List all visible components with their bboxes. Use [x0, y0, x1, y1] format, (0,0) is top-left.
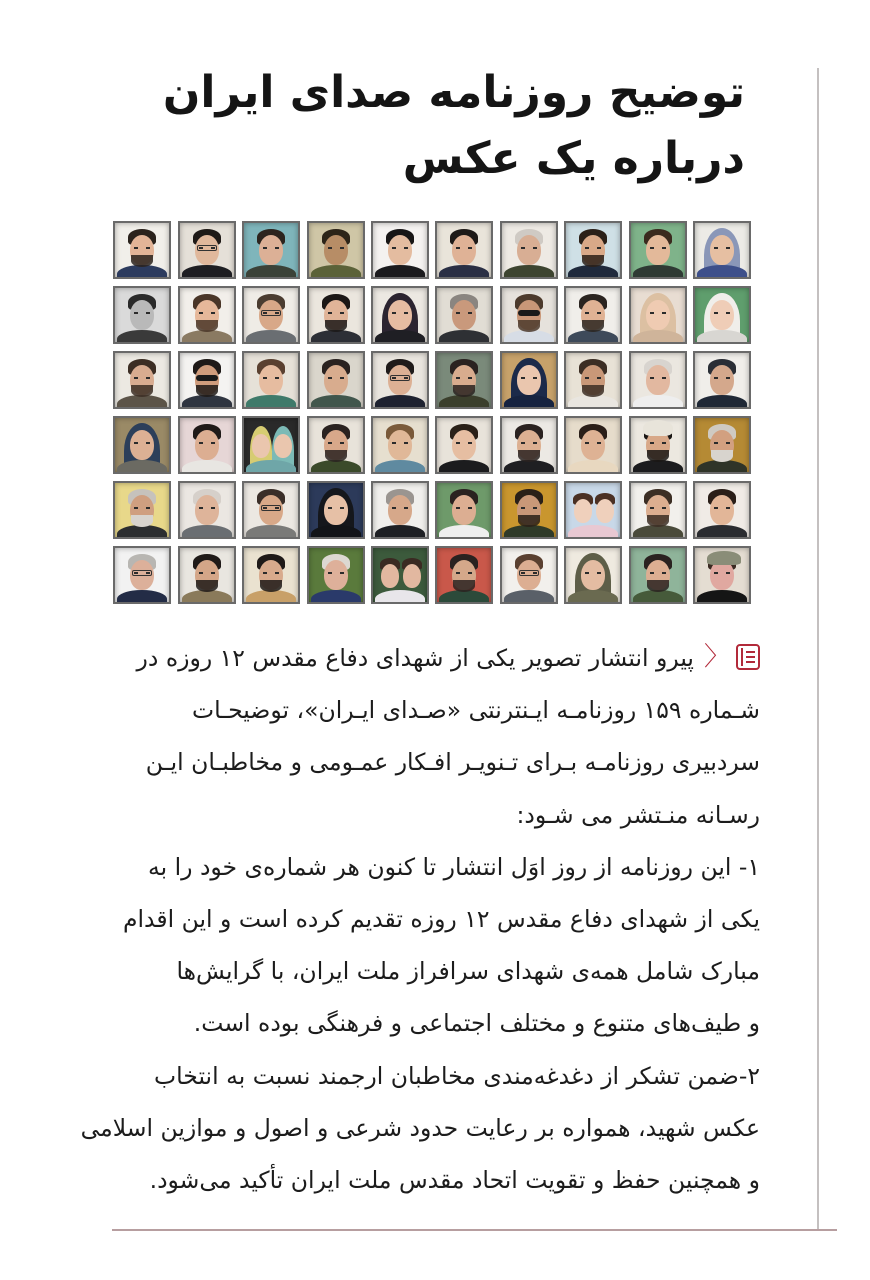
body-line-5: ۱- این روزنامه از روز اوَل انتشار تا کنون هر شماره‌ی خود را به: [148, 852, 760, 881]
portrait-photo: [693, 351, 751, 409]
eyes: [650, 507, 666, 509]
face: [388, 300, 412, 330]
shoulders: [568, 525, 618, 539]
eyes: [263, 247, 279, 249]
portrait-photo: [629, 221, 687, 279]
eyes: [328, 312, 344, 314]
shoulders: [504, 395, 554, 409]
portrait-photo: [629, 286, 687, 344]
shoulders: [117, 330, 167, 344]
beard: [647, 515, 669, 527]
eyes: [714, 572, 730, 574]
eyes: [199, 572, 215, 574]
column-rule-horizontal: [112, 1229, 837, 1231]
shoulders: [697, 330, 747, 344]
portrait-photo: [500, 481, 558, 539]
shoulders: [375, 525, 425, 539]
shoulders: [568, 395, 618, 409]
portrait-photo: [629, 416, 687, 474]
portrait-photo: [113, 416, 171, 474]
face: [710, 235, 734, 265]
eyes: [263, 377, 279, 379]
portrait-photo: [371, 221, 429, 279]
eyes: [456, 312, 472, 314]
article-body: [80, 632, 760, 1206]
glasses: [261, 310, 281, 316]
shoulders: [182, 460, 232, 474]
cap: [707, 551, 741, 565]
document-list-icon: [736, 644, 760, 670]
face: [452, 430, 476, 460]
beard: [647, 450, 669, 462]
face: [646, 300, 670, 330]
shoulders: [246, 590, 296, 604]
body-line-9: ۲-ضمن تشکر از دغدغه‌مندی مخاطبان ارجمند نسبت به انتخاب: [154, 1061, 760, 1090]
glasses: [519, 570, 539, 576]
shoulders: [117, 395, 167, 409]
body-line-4: رسـانه منـتشر می شـود:: [516, 800, 760, 829]
body-line-7: مبارک شامل همه‌ی شهدای سرافراز ملت ایران، با گرایش‌ها: [176, 957, 760, 986]
beard: [196, 320, 218, 332]
shoulders: [697, 265, 747, 279]
portrait-photo: [371, 351, 429, 409]
eyes: [650, 572, 666, 574]
face: [646, 235, 670, 265]
eyes: [521, 507, 537, 509]
shoulders: [504, 460, 554, 474]
portrait-photo: [307, 286, 365, 344]
face: [517, 235, 541, 265]
shoulders: [311, 330, 361, 344]
column-rule-vertical: [817, 68, 819, 1231]
shoulders: [568, 460, 618, 474]
portrait-photo: [371, 481, 429, 539]
beard: [196, 385, 218, 397]
portrait-photo: [629, 351, 687, 409]
body-line-11: و همچنین حفظ و تقویت اتحاد مقدس ملت ایران تأکید می‌شود.: [149, 1166, 760, 1195]
shoulders: [246, 330, 296, 344]
face: [381, 564, 399, 588]
portrait-photo: [178, 546, 236, 604]
portrait-photo: [242, 221, 300, 279]
portrait-photo: [178, 286, 236, 344]
portrait-photo: [242, 546, 300, 604]
eyes: [585, 312, 601, 314]
beard: [325, 450, 347, 462]
eyes: [392, 507, 408, 509]
eyes: [714, 312, 730, 314]
portrait-photo: [178, 481, 236, 539]
eyes: [585, 442, 601, 444]
eyes: [585, 247, 601, 249]
portrait-photo: [435, 286, 493, 344]
portrait-photo: [242, 416, 300, 474]
face: [388, 235, 412, 265]
shoulders: [117, 265, 167, 279]
shoulders: [633, 525, 683, 539]
face: [710, 495, 734, 525]
eyes: [585, 572, 601, 574]
portrait-photo: [242, 351, 300, 409]
portrait-photo: [242, 286, 300, 344]
article-headline: [163, 60, 745, 192]
shoulders: [375, 590, 425, 604]
portrait-photo: [178, 351, 236, 409]
face: [710, 300, 734, 330]
portrait-photo: [113, 221, 171, 279]
face: [195, 430, 219, 460]
eyes: [521, 377, 537, 379]
portrait-photo: [435, 351, 493, 409]
face: [324, 235, 348, 265]
eyes: [134, 507, 150, 509]
portrait-photo: [435, 221, 493, 279]
beard: [647, 580, 669, 592]
eyes: [134, 377, 150, 379]
portrait-photo: [564, 481, 622, 539]
face: [259, 235, 283, 265]
shoulders: [246, 460, 296, 474]
face: [388, 430, 412, 460]
eyes: [456, 507, 472, 509]
shoulders: [182, 330, 232, 344]
portrait-photo: [564, 221, 622, 279]
portrait-photo: [178, 416, 236, 474]
portrait-photo: [371, 416, 429, 474]
eyes: [199, 507, 215, 509]
shoulders: [182, 265, 232, 279]
glasses: [390, 375, 410, 381]
face: [581, 560, 605, 590]
eyes: [456, 572, 472, 574]
eyes: [328, 572, 344, 574]
shoulders: [439, 590, 489, 604]
portrait-photo: [435, 546, 493, 604]
portrait-photo: [693, 286, 751, 344]
eyes: [650, 247, 666, 249]
face: [130, 430, 154, 460]
shoulders: [568, 590, 618, 604]
shoulders: [697, 395, 747, 409]
shoulders: [117, 460, 167, 474]
portrait-photo: [113, 286, 171, 344]
shoulders: [375, 460, 425, 474]
body-line-1: 〈 پیرو انتشار تصویر یکی از شهدای دفاع مقدس ۱۲ روزه در: [112, 632, 760, 684]
face: [274, 434, 292, 458]
shoulders: [504, 590, 554, 604]
eyes: [328, 507, 344, 509]
portrait-photo: [113, 546, 171, 604]
portrait-photo: [564, 351, 622, 409]
sunglasses: [518, 310, 540, 316]
portrait-photo: [178, 221, 236, 279]
portrait-photo: [693, 416, 751, 474]
body-line-2: شـماره ۱۵۹ روزنامـه ایـنترنتی «صـدای ایـران»، توضیحـات: [191, 696, 760, 725]
shoulders: [375, 395, 425, 409]
portrait-photo: [500, 351, 558, 409]
face: [452, 495, 476, 525]
beard: [711, 450, 733, 462]
portrait-photo: [435, 416, 493, 474]
face: [646, 365, 670, 395]
face: [517, 365, 541, 395]
body-line-6: یکی از شهدای دفاع مقدس ۱۲ روزه تقدیم کرده است و این اقدام: [122, 905, 760, 934]
eyes: [134, 247, 150, 249]
headline-line-1: توضیح روزنامه صدای ایران: [162, 67, 745, 118]
beard: [196, 580, 218, 592]
eyes: [650, 312, 666, 314]
shoulders: [633, 330, 683, 344]
shoulders: [311, 460, 361, 474]
eyes: [714, 442, 730, 444]
body-line-3: سردبیری روزنامـه بـرای تـنویـر افـکار عمـومی و مخاطبـان ایـن: [145, 748, 760, 777]
shoulders: [504, 525, 554, 539]
face: [388, 495, 412, 525]
shoulders: [182, 525, 232, 539]
shoulders: [439, 395, 489, 409]
beard: [325, 320, 347, 332]
glasses: [261, 505, 281, 511]
face: [324, 365, 348, 395]
glasses: [197, 245, 217, 251]
portrait-photo: [693, 546, 751, 604]
shoulders: [182, 395, 232, 409]
face: [324, 495, 348, 525]
shoulders: [697, 525, 747, 539]
shoulders: [633, 265, 683, 279]
shoulders: [697, 460, 747, 474]
portrait-photo: [307, 416, 365, 474]
portrait-photo: [500, 286, 558, 344]
shoulders: [311, 590, 361, 604]
shoulders: [375, 330, 425, 344]
eyes: [199, 442, 215, 444]
portrait-photo: [564, 546, 622, 604]
beard: [518, 450, 540, 462]
eyes: [714, 377, 730, 379]
shoulders: [504, 330, 554, 344]
face: [581, 430, 605, 460]
shoulders: [311, 525, 361, 539]
portrait-photo: [629, 546, 687, 604]
portrait-photo: [564, 286, 622, 344]
lead-marker: [704, 644, 760, 670]
eyes: [328, 247, 344, 249]
eyes: [714, 247, 730, 249]
shoulders: [633, 395, 683, 409]
portrait-photo: [242, 481, 300, 539]
face: [596, 499, 614, 523]
shoulders: [439, 460, 489, 474]
face: [195, 495, 219, 525]
eyes: [650, 442, 666, 444]
portrait-photo: [307, 546, 365, 604]
chevron-left-icon: 〈: [703, 642, 730, 672]
portrait-photo: [371, 546, 429, 604]
martyrs-photo-grid: [111, 221, 751, 611]
shoulders: [311, 395, 361, 409]
shoulders: [504, 265, 554, 279]
portrait-photo: [693, 481, 751, 539]
turban: [643, 420, 673, 436]
shoulders: [311, 265, 361, 279]
eyes: [328, 377, 344, 379]
eyes: [392, 312, 408, 314]
portrait-photo: [629, 481, 687, 539]
face: [252, 434, 270, 458]
eyes: [521, 247, 537, 249]
shoulders: [439, 525, 489, 539]
shoulders: [117, 525, 167, 539]
eyes: [456, 442, 472, 444]
shoulders: [568, 330, 618, 344]
eyes: [585, 377, 601, 379]
shoulders: [182, 590, 232, 604]
face: [710, 365, 734, 395]
eyes: [714, 507, 730, 509]
portrait-photo: [307, 351, 365, 409]
portrait-photo: [371, 286, 429, 344]
portrait-photo: [307, 221, 365, 279]
eyes: [134, 442, 150, 444]
body-line-10: عکس شهید، همواره بر رعایت حدود شرعی و اصول و موازین اسلامی: [80, 1113, 760, 1142]
headline-line-2: درباره یک عکس: [402, 133, 745, 184]
body-line-8: و طیف‌های متنوع و مختلف اجتماعی و فرهنگی بوده است.: [193, 1009, 760, 1038]
face: [324, 560, 348, 590]
beard: [518, 320, 540, 332]
portrait-photo: [500, 546, 558, 604]
shoulders: [246, 395, 296, 409]
eyes: [392, 442, 408, 444]
sunglasses: [196, 375, 218, 381]
portrait-photo: [500, 416, 558, 474]
face: [130, 300, 154, 330]
shoulders: [246, 265, 296, 279]
shoulders: [697, 590, 747, 604]
portrait-photo: [435, 481, 493, 539]
shoulders: [439, 265, 489, 279]
glasses: [132, 570, 152, 576]
eyes: [456, 377, 472, 379]
portrait-photo: [307, 481, 365, 539]
eyes: [392, 247, 408, 249]
face: [452, 300, 476, 330]
eyes: [328, 442, 344, 444]
beard: [518, 515, 540, 527]
eyes: [456, 247, 472, 249]
portrait-photo: [113, 351, 171, 409]
portrait-photo: [564, 416, 622, 474]
face: [452, 235, 476, 265]
portrait-photo: [693, 221, 751, 279]
portrait-photo: [500, 221, 558, 279]
shoulders: [633, 590, 683, 604]
shoulders: [439, 330, 489, 344]
shoulders: [633, 460, 683, 474]
face: [574, 499, 592, 523]
eyes: [134, 312, 150, 314]
shoulders: [375, 265, 425, 279]
shoulders: [246, 525, 296, 539]
eyes: [199, 312, 215, 314]
eyes: [521, 442, 537, 444]
face: [403, 564, 421, 588]
shoulders: [117, 590, 167, 604]
portrait-photo: [113, 481, 171, 539]
eyes: [263, 572, 279, 574]
eyes: [650, 377, 666, 379]
face: [259, 365, 283, 395]
shoulders: [568, 265, 618, 279]
